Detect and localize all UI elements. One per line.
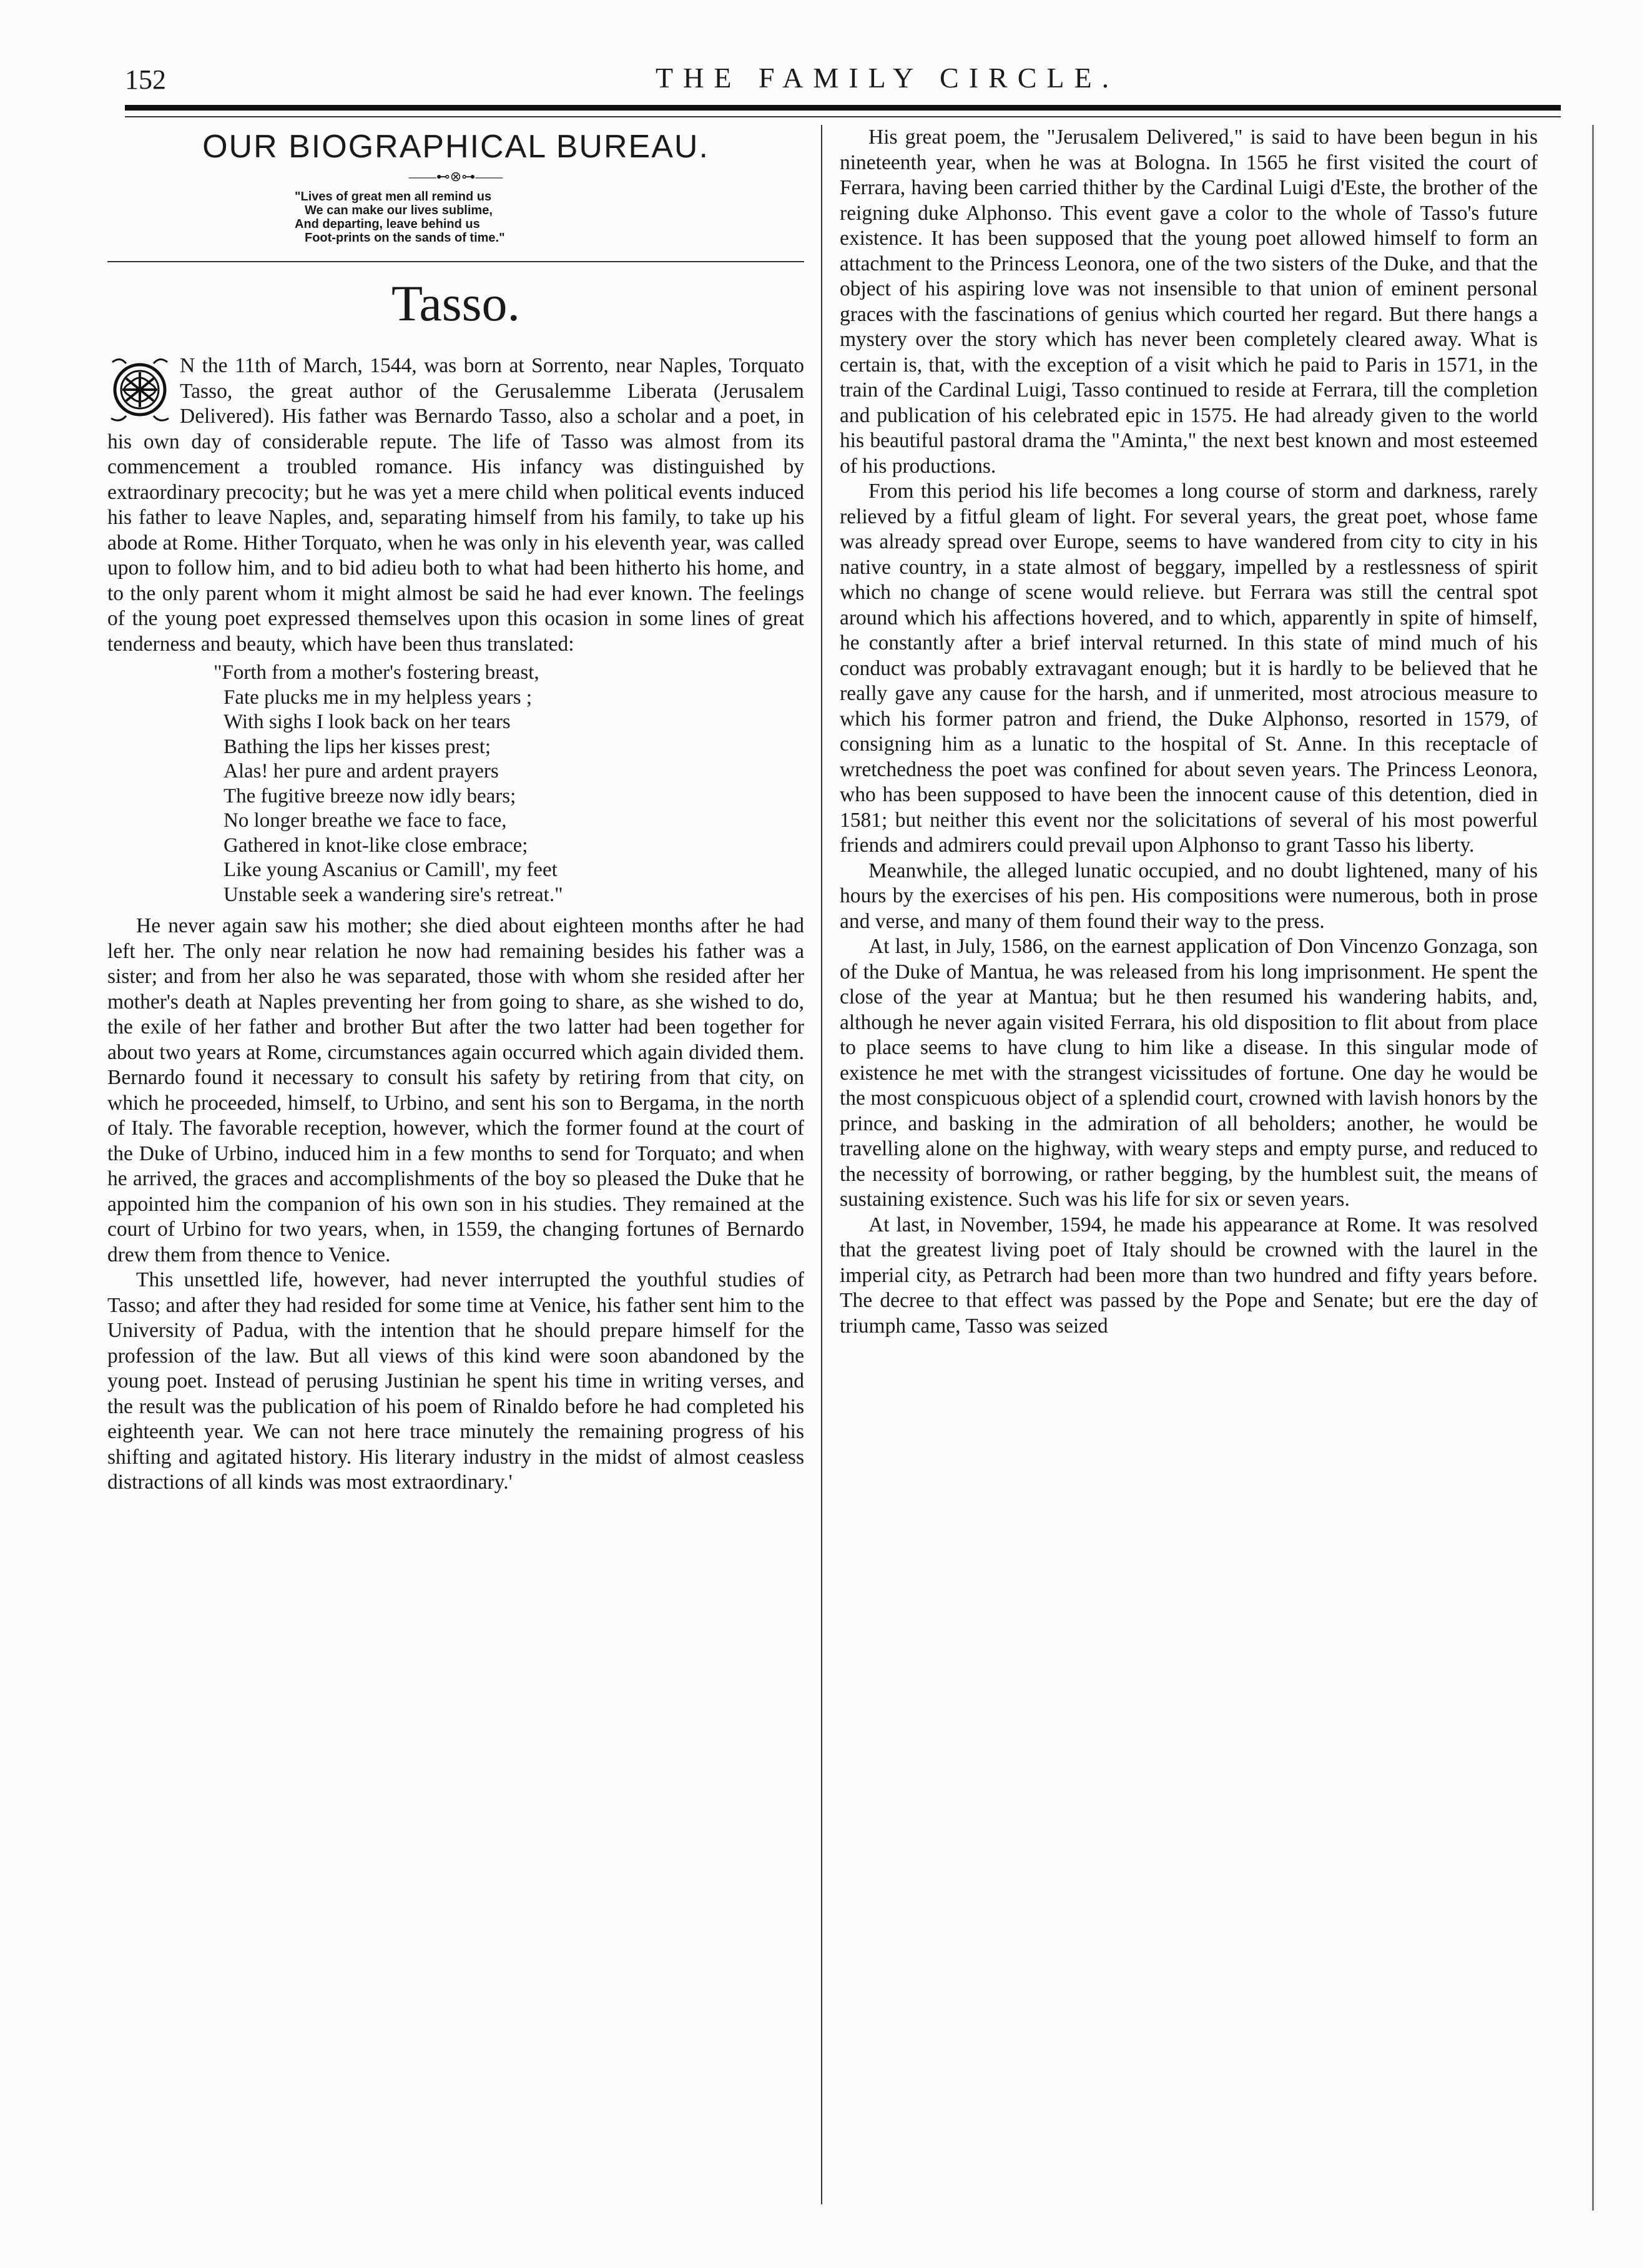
motto	[295, 190, 644, 245]
decorated-initial-icon	[107, 353, 172, 425]
verse-line: Fate plucks me in my helpless years ;	[224, 686, 532, 709]
motto-line: And departing, leave behind us	[295, 217, 480, 231]
motto-line: We can make our lives sublime,	[305, 204, 493, 217]
header-rule	[125, 105, 1561, 111]
verse-line: With sighs I look back on her tears	[224, 711, 511, 733]
column-divider	[821, 125, 822, 2204]
verse	[214, 661, 804, 907]
paragraph: At last, in November, 1594, he made his appearance at Rome. It was resolved that the greatest living poet of Italy should be crowned with the laurel in the imperial city, as Petrarch had been more than two hundred and fifty years before. The decree to that effect was passed by the Pope and Senate; but ere the day of triumph came, Tasso was seized	[840, 1213, 1538, 1338]
verse-line: Bathing the lips her kisses prest;	[224, 735, 491, 758]
motto-line: Foot-prints on the sands of time."	[305, 231, 505, 245]
page-edge-rule	[1592, 125, 1594, 2211]
header-rule-thin	[125, 116, 1561, 117]
verse-line: Unstable seek a wandering sire's retreat."	[224, 883, 563, 906]
paragraph: Meanwhile, the alleged lunatic occupied, and no doubt lightened, many of his hours by the exercises of his pen. His compositions were numerous, both in prose and verse, and many of them found their way to the press.	[840, 859, 1538, 933]
verse-line: Like young Ascanius or Camill', my feet	[224, 859, 558, 881]
left-column	[107, 125, 804, 1496]
article-title: Tasso.	[391, 275, 521, 332]
opening-paragraph	[107, 353, 804, 657]
paragraph: This unsettled life, however, had never interrupted the youthful studies of Tasso; and after they had resided for some time at Venice, his father sent him to the University of Padua, with the intention that he should prepare himself for the profession of the law. But all views of this kind were soon abandoned by the young poet. Instead of perusing Justinian he spent his time in writing verses, and the result was the publication of his poem of Rinaldo before he had completed his eighteenth year. We can not here trace minutely the remaining progress of his shifting and agitated history. His literary industry in the midst of almost ceasless distractions of all kinds was most extraordinary.'	[107, 1268, 804, 1494]
verse-line: Alas! her pure and ardent prayers	[224, 760, 499, 782]
page-number: 152	[125, 64, 166, 95]
verse-line: No longer breathe we face to face,	[224, 809, 507, 832]
section-title: OUR BIOGRAPHICAL BUREAU.	[202, 129, 709, 165]
verse-line: The fugitive breeze now idly bears;	[224, 784, 516, 807]
paragraph: N the 11th of March, 1544, was born at Sorrento, near Naples, Torquato Tasso, the great author of the Gerusalemme Liberata (Jerusalem Delivered). His father was Bernardo Tasso, also a scholar and a poet, in his own day of considerable repute. The life of Tasso was almost from its commencement a troubled romance. His infancy was distinguished by extraordinary precocity; but he was yet a mere child when political events induced his father to leave Naples, and, separating himself from his family, to take up his abode at Rome. Hither Torquato, when he was only in his eleventh year, was called upon to follow him, and to bid adieu both to what had been hitherto his home, and to the only parent whom it might almost be said he had ever known. The feelings of the young poet expressed themselves upon this ocasion in some lines of great tenderness and beauty, which have been thus translated:	[107, 354, 804, 656]
motto-line: "Lives of great men all remind us	[295, 190, 492, 204]
verse-line: Gathered in knot-like close embrace;	[224, 834, 528, 857]
right-column	[840, 125, 1538, 1339]
paragraph: He never again saw his mother; she died about eighteen months after he had left her. The only near relation he now had remaining besides his father was a sister; and from her also he was separated, those with whom she resided after her mother's death at Naples preventing her from going to share, as she wished to do, the exile of her father and brother But after the two latter had been together for about two years at Rome, circumstances again occurred which again divided them. Bernardo found it necessary to consult his safety by retiring from that city, on which he proceeded, himself, to Urbino, and sent his son to Bergama, in the north of Italy. The favorable reception, however, which the former found at the court of the Duke of Urbino, induced him in a few months to send for Torquato; and when he arrived, the graces and accomplishments of the boy so pleased the Duke that he appointed him the companion of his own son in his studies. They remained at the court of Urbino for two years, when, in 1559, the changing fortunes of Bernardo drew them from thence to Venice.	[107, 914, 804, 1266]
paragraph: From this period his life becomes a long course of storm and darkness, rarely relieved by a fitful gleam of light. For several years, the great poet, whose fame was already spread over Europe, seems to have wandered from city to city in his native country, in a state almost of beggary, impelled by a restlessness of spirit which no change of scene would relieve. but Ferrara was still the central spot around which his affections hovered, and to which, apparently in spite of himself, he constantly after a brief interval returned. In this state of mind much of his conduct was probably extravagant enough; but it is hardly to be believed that he really gave any cause for the harsh, and if unmerited, most atrocious measure to which his former patron and friend, the Duke Alphonso, resorted in 1579, of consigning him as a lunatic to the hospital of St. Anne. In this receptacle of wretchedness the poet was confined for about seven years. The Princess Leonora, who has been supposed to have been the innocent cause of this detention, died in 1581; but neither this event nor the solicitations of several of his most powerful friends and admirers could prevail upon Alphonso to grant Tasso his liberty.	[840, 480, 1538, 857]
paragraph: At last, in July, 1586, on the earnest application of Don Vincenzo Gonzaga, son of the Duke of Mantua, he was released from his long imprisonment. He spent the close of the year at Mantua; but he then resumed his wandering habits, and, although he never again visited Ferrara, his old disposition to flit about from place to place seems to have clung to him like a disease. In this singular mode of existence he met with the strangest vicissitudes of fortune. One day he would be the most conspicuous object of a splendid court, crowned with lavish honors by the prince, and basking in the admiration of all beholders; another, he would be travelling alone on the highway, with weary steps and empty purse, and reduced to the necessity of borrowing, or rather begging, by the humblest suit, the means of sustaining existence. Such was his life for six or seven years.	[840, 935, 1538, 1211]
section-rule	[107, 261, 804, 262]
paragraph: His great poem, the "Jerusalem Delivered," is said to have been begun in his nineteenth year, when he was at Bologna. In 1565 he first visited the court of Ferrara, having been carried thither by the Cardinal Luigi d'Este, the brother of the reigning duke Alphonso. This event gave a color to the whole of Tasso's future existence. It has been supposed that the young poet allowed himself to form an attachment to the Princess Leonora, one of the two sisters of the Duke, and that the object of his aspiring love was not insensible to that union of eminent personal graces with the fascinations of genius which courted her regard. But there hangs a mystery over the story which has never been completely cleared away. What is certain is, that, with the exception of a visit which he paid to Paris in 1571, in the train of the Cardinal Luigi, Tasso continued to reside at Ferrara, till the completion and publication of his celebrated epic in 1575. He had already given to the world his beautiful pastoral drama the "Aminta," the next best known and most esteemed of his productions.	[840, 126, 1538, 478]
section-ornament: ——⊷⊗⊶——	[408, 169, 503, 184]
running-head	[125, 57, 1561, 107]
verse-line: "Forth from a mother's fostering breast,	[214, 661, 539, 684]
journal-title: THE FAMILY CIRCLE.	[656, 62, 1119, 94]
